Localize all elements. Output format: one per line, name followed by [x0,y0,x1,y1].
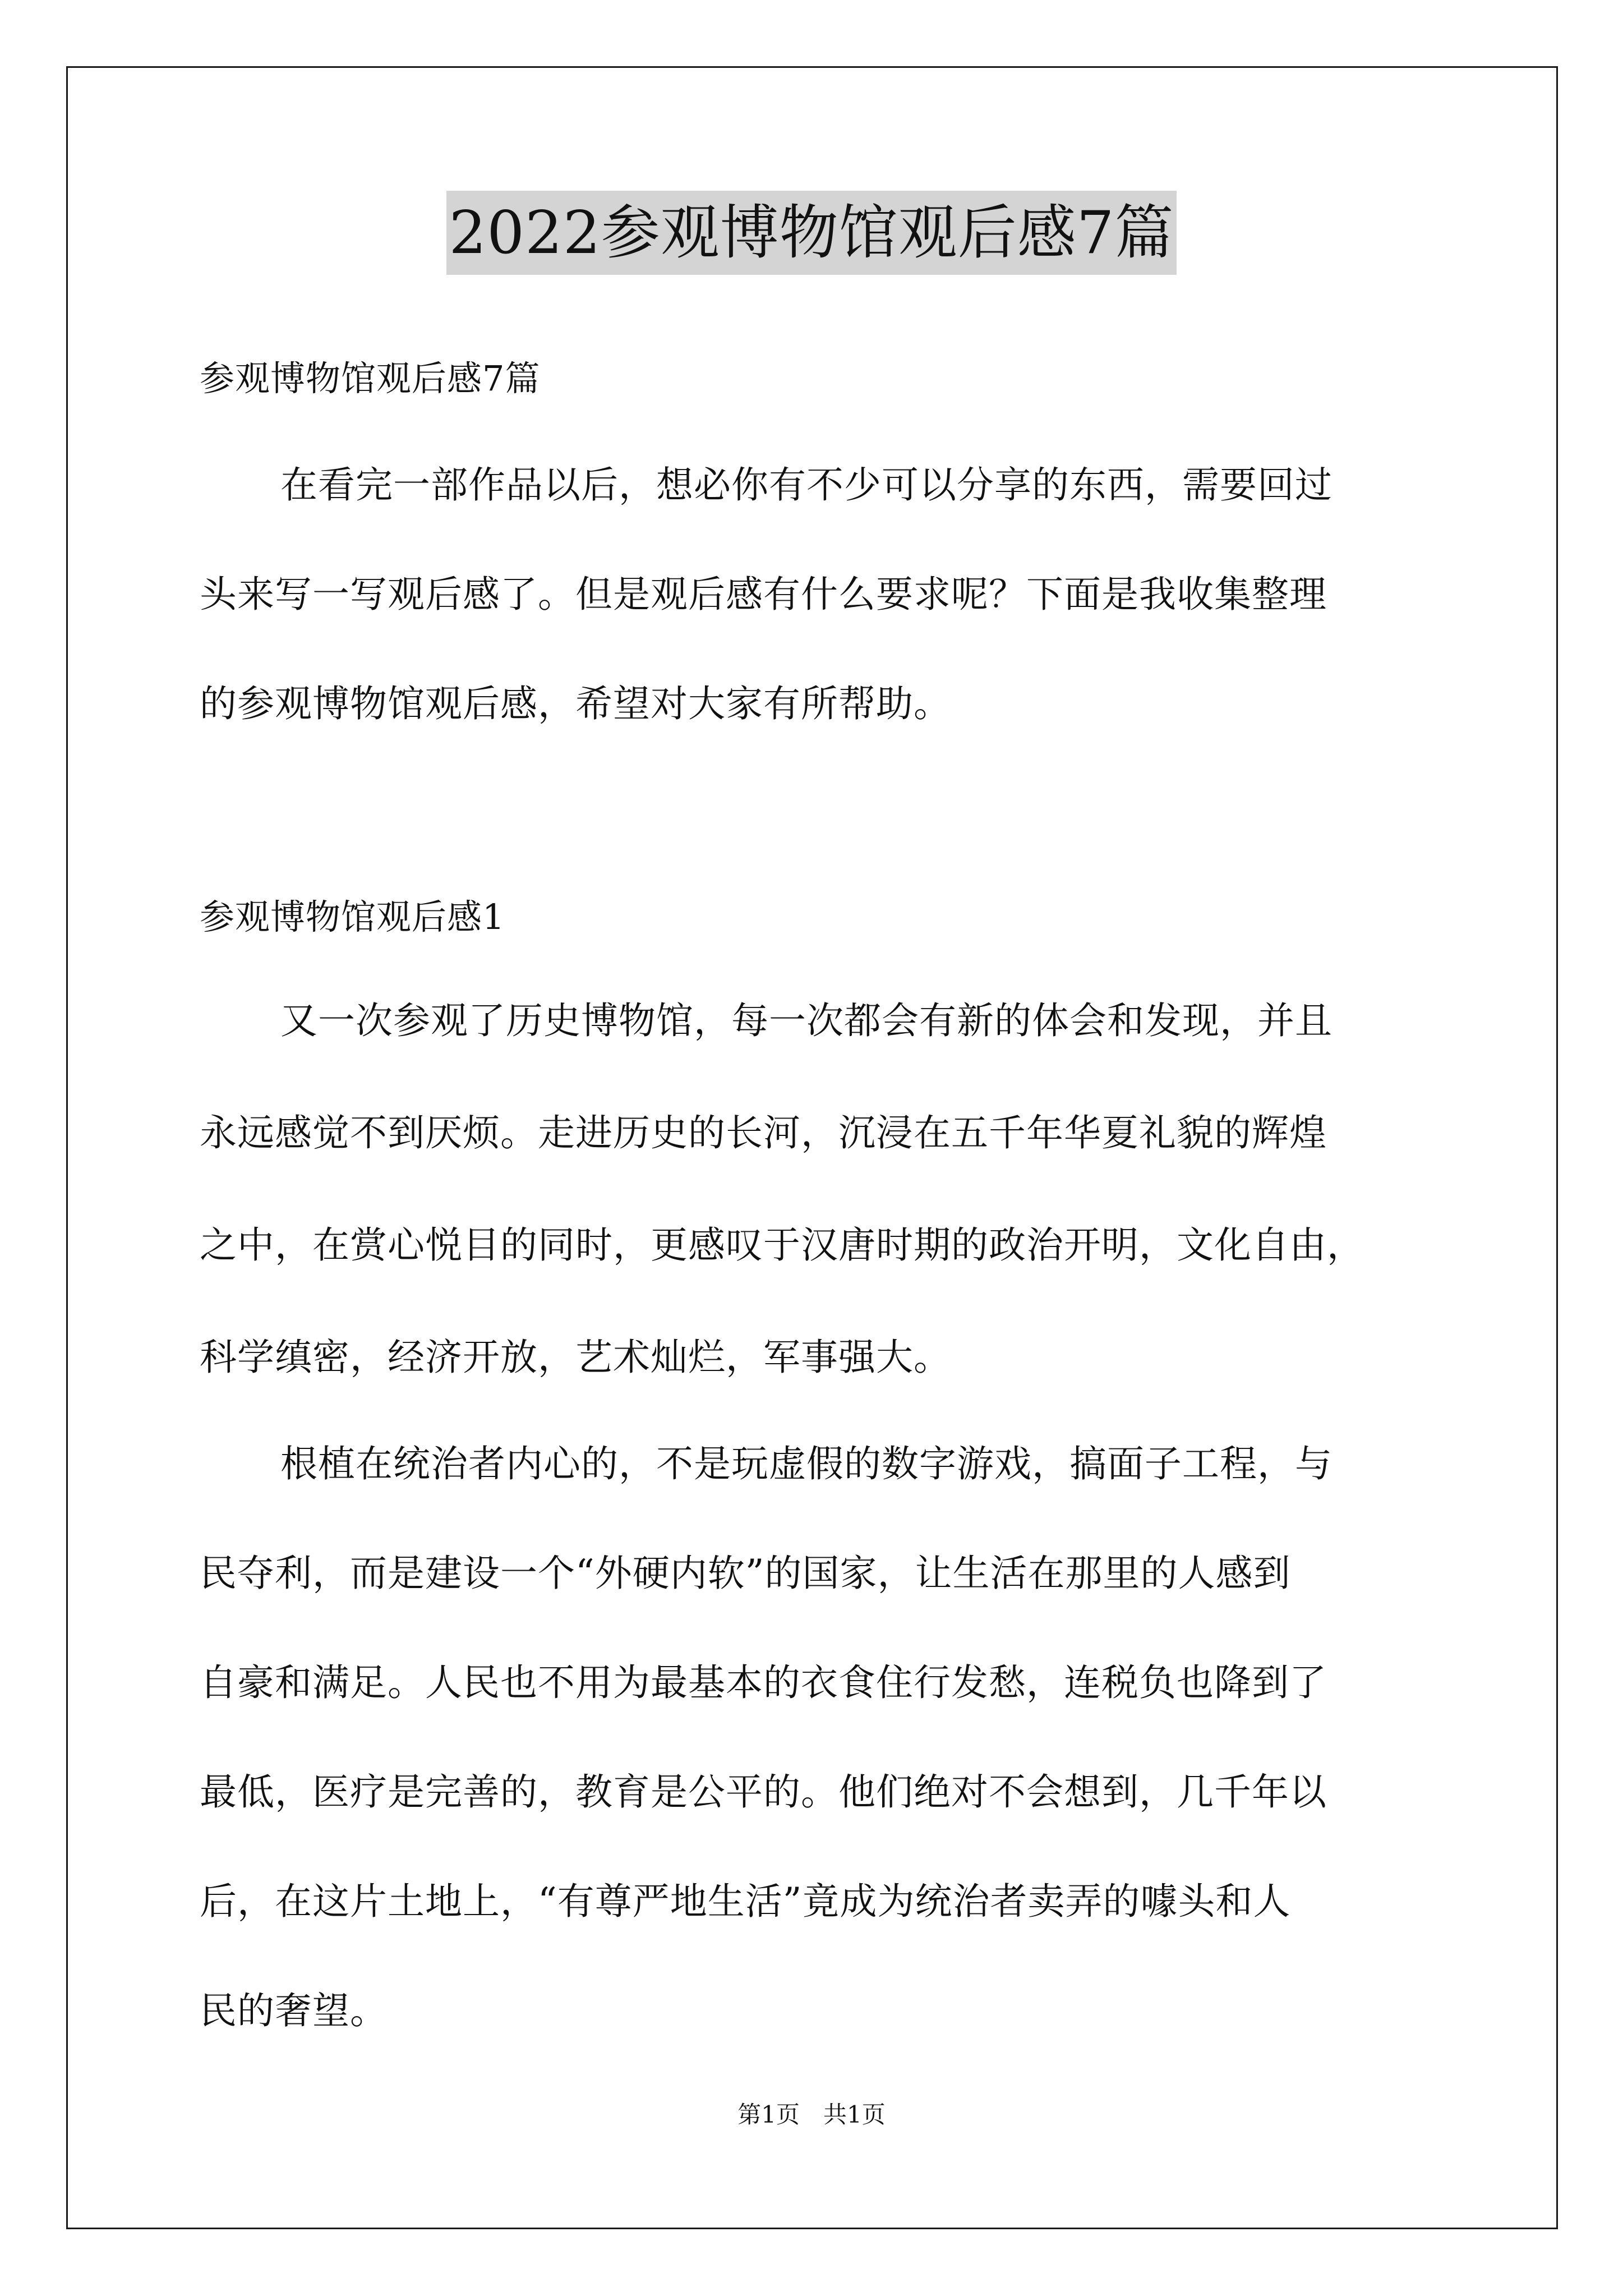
section-heading: 参观博物馆观后感1 [200,896,505,937]
intro-line: 的参观博物馆观后感，希望对大家有所帮助。 [200,682,951,725]
paragraph-line: 后，在这片土地上，“有尊严地生活”竟成为统治者卖弄的噱头和人 [200,1880,1291,1923]
document-subtitle: 参观博物馆观后感7篇 [200,358,541,399]
paragraph-line: 科学缜密，经济开放，艺术灿烂，军事强大。 [200,1336,951,1379]
intro-line: 头来写一写观后感了。但是观后感有什么要求呢？下面是我收集整理 [200,573,1327,616]
intro-line: 在看完一部作品以后，想必你有不少可以分享的东西，需要回过 [280,463,1332,507]
page-footer: 第1页 共1页 [737,2101,886,2128]
paragraph-line: 民的奢望。 [200,1989,388,2032]
paragraph-line: 之中，在赏心悦目的同时，更感叹于汉唐时期的政治开明，文化自由， [200,1223,1364,1267]
title-container [0,191,1623,275]
paragraph-line: 民夺利，而是建设一个“外硬内软”的国家，让生活在那里的人感到 [200,1552,1291,1595]
paragraph-line: 自豪和满足。人民也不用为最基本的衣食住行发愁，连税负也降到了 [200,1661,1327,1704]
document-title: 2022参观博物馆观后感7篇 [446,191,1176,275]
paragraph-line: 又一次参观了历史博物馆，每一次都会有新的体会和发现，并且 [280,999,1332,1042]
paragraph-line: 最低，医疗是完善的，教育是公平的。他们绝对不会想到，几千年以 [200,1770,1327,1814]
paragraph-line: 根植在统治者内心的，不是玩虚假的数字游戏，搞面子工程，与 [280,1442,1332,1485]
paragraph-line: 永远感觉不到厌烦。走进历史的长河，沉浸在五千年华夏礼貌的辉煌 [200,1111,1327,1154]
